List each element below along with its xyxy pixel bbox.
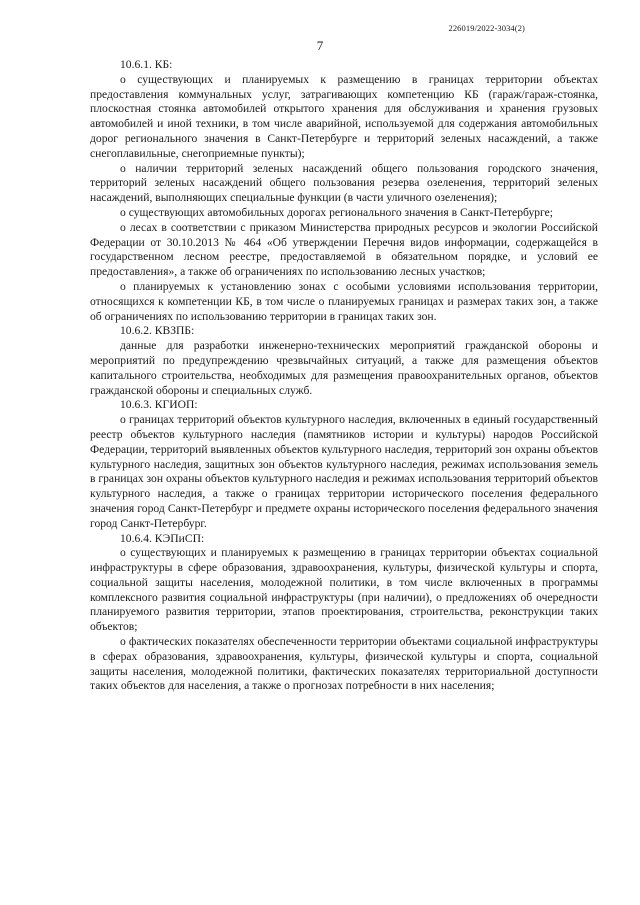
paragraph: о лесах в соответствии с приказом Министерства природных ресурсов и экологии Российской Федерации от 30.10.2013 № 464 «Об утверждении Перечня видов информации, содержащейся в государственном лесном реестре, предоставляемой в обязательном порядке, и условий ее предоставления», а также об ограничениях по использованию лесных участков;: [90, 220, 598, 279]
paragraph: о наличии территорий зеленых насаждений общего пользования городского значения, территорий зеленых насаждений общего пользования резерва озеленения, территорий зеленых насаждений, выполняющих специальные функции (в части уличного озеленения);: [90, 161, 598, 205]
section-heading: 10.6.2. КВЗПБ:: [120, 324, 195, 338]
section-kepisp: [90, 532, 598, 695]
page-number: 7: [316, 38, 324, 53]
section-heading: 10.6.3. КГИОП:: [120, 398, 198, 412]
paragraph: о существующих и планируемых к размещению в границах территории объектах предоставления коммунальных услуг, затрагивающих компетенцию КБ (гараж/гараж-стоянка, плоскостная стоянка автомобилей открытого хранения для обслуживания и хранения грузовых автомобилей и иной техники, в том числе аварийной, используемой для содержания автомобильных дорог регионального значения в Санкт-Петербурге и территорий зеленых насаждений, а также снегоплавильные, снегоприемные пункты);: [90, 72, 598, 160]
section-heading: 10.6.1. КБ:: [120, 58, 173, 71]
paragraph: о границах территорий объектов культурного наследия, включенных в единый государственный реестр объектов культурного наследия (памятников истории и культуры) народов Российской Федерации, территорий выявленных объектов культурного наследия, территорий зон охраны объектов культурного наследия, защитных зон объектов культурного наследия, режимах использования земель в границах зон охраны объектов культурного наследия и режимах использования территорий объектов культурного наследия, а также о границах территории исторического поселения федерального значения город Санкт-Петербург и предмете охраны исторического поселения федерального значения город Санкт-Петербург.: [90, 413, 598, 530]
section-kgiop: [90, 398, 598, 531]
section-kvzpb: [90, 324, 598, 398]
document-id: 226019/2022-3034(2): [448, 23, 525, 33]
paragraph: о фактических показателях обеспеченности территории объектами социальной инфраструктуры в сферах образования, здравоохранения, культуры, физической культуры и спорта, социальной защиты населения, молодежной политики, фактических показателях территориальной доступности таких объектов для населения, а также о прогнозах потребности в них населения;: [90, 635, 598, 693]
paragraph: о планируемых к установлению зонах с особыми условиями использования территории, относящихся к компетенции КБ, в том числе о планируемых границах и размерах таких зон, а также об ограничениях по использованию территории в границах таких зон.: [90, 279, 598, 323]
paragraph: о существующих и планируемых к размещению в границах территории объектах социальной инфраструктуры в сфере образования, здравоохранения, культуры, физической культуры и спорта, социальной защиты населения, молодежной политики, в том числе включенных в программы комплексного развития социальной инфраструктуры (при наличии), о предложениях об очередности планируемого развития территории, этапов проектирования, строительства, реконструкции таких объектов;: [90, 546, 598, 634]
section-kb: [90, 58, 598, 324]
paragraph: о существующих автомобильных дорогах регионального значения в Санкт-Петербурге;: [120, 205, 554, 219]
paragraph: данные для разработки инженерно-технических мероприятий гражданской обороны и мероприятий по предупреждению чрезвычайных ситуаций, а также для размещения объектов капитального строительства, необходимых для размещения правоохранительных органов, объектов гражданской обороны и специальных служб.: [90, 339, 598, 397]
section-heading: 10.6.4. КЭПиСП:: [120, 531, 205, 545]
document-body: [90, 58, 598, 694]
